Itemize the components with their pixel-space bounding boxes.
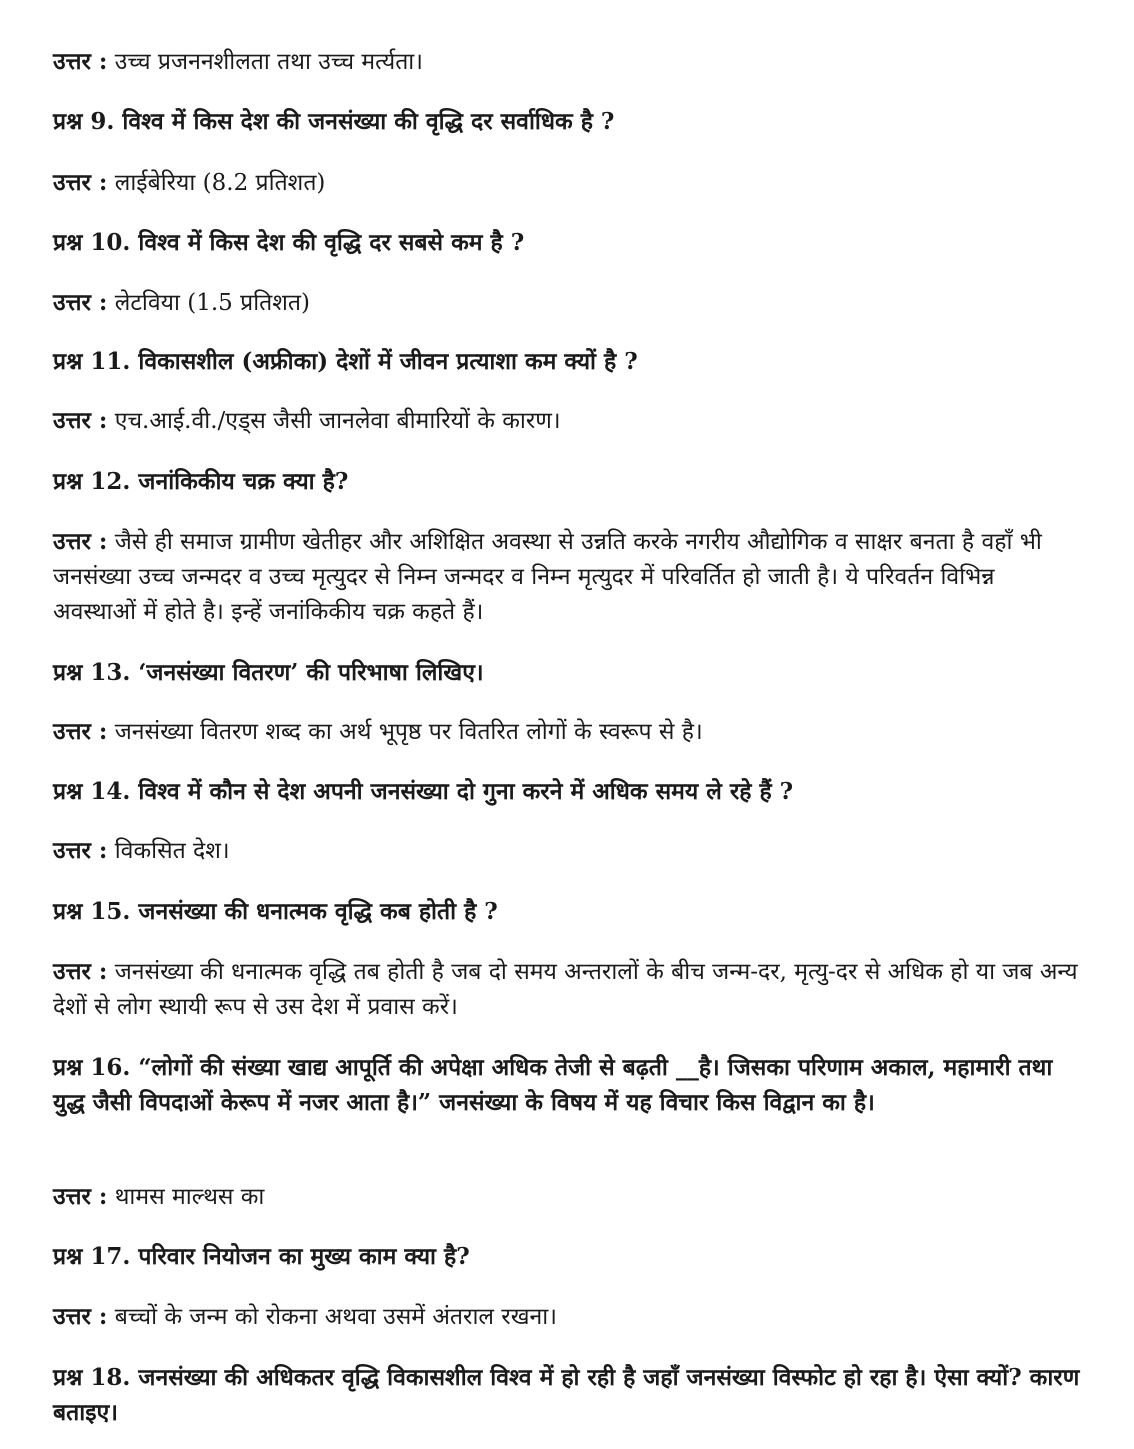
answer-text: लेटविया (1.5 प्रतिशत)	[114, 290, 310, 316]
answer-text: जनसंख्या वितरण शब्द का अर्थ भूपृष्ठ पर वितरित लोगों के स्वरूप से है।	[114, 719, 703, 745]
question-16: प्रश्न 16. “लोगों की संख्या खाद्य आपूर्ति की अपेक्षा अधिक तेजी से बढ़ती __है। जिसका परिणाम अकाल, महामारी तथा युद्ध जैसी विपदाओं केरूप में नजर आता है।” जनसंख्या के विषय में यह विचार किस विद्वान का है।	[53, 1054, 1053, 1116]
answer-15	[53, 954, 1083, 1025]
answer-9	[53, 165, 1083, 201]
answer-label: उत्तर :	[53, 1303, 108, 1330]
answer-11	[53, 403, 1083, 439]
answer-text: उच्च प्रजननशीलता तथा उच्च मर्त्यता।	[114, 49, 423, 75]
answer-16	[53, 1179, 1083, 1215]
answer-13	[53, 714, 1083, 750]
answer-10	[53, 285, 1083, 321]
answer-label: उत्तर :	[53, 528, 108, 555]
answer-label: उत्तर :	[53, 718, 108, 745]
answer-17	[53, 1299, 1083, 1335]
answer-text: विकसित देश।	[114, 838, 230, 864]
answer-text: बच्चों के जन्म को रोकना अथवा उसमें अंतराल रखना।	[114, 1304, 557, 1330]
answer-text: थामस माल्थस का	[114, 1184, 265, 1210]
answer-14	[53, 833, 1083, 869]
question-15: प्रश्न 15. जनसंख्या की धनात्मक वृद्धि कब होती है ?	[53, 898, 498, 925]
question-12: प्रश्न 12. जनांकिकीय चक्र क्या है?	[53, 468, 349, 495]
answer-label: उत्तर :	[53, 958, 108, 985]
question-17: प्रश्न 17. परिवार नियोजन का मुख्य काम क्या है?	[53, 1243, 470, 1270]
question-10: प्रश्न 10. विश्व में किस देश की वृद्धि दर सबसे कम है ?	[53, 229, 525, 256]
answer-1	[53, 44, 1083, 80]
answer-label: उत्तर :	[53, 1183, 108, 1210]
answer-label: उत्तर :	[53, 837, 108, 864]
question-18: प्रश्न 18. जनसंख्या की अधिकतर वृद्धि विकासशील विश्व में हो रही है जहाँ जनसंख्या विस्फोट हो रहा है। ऐसा क्यों? कारण बताइए।	[53, 1364, 1080, 1426]
question-9: प्रश्न 9. विश्व में किस देश की जनसंख्या की वृद्धि दर सर्वाधिक है ?	[53, 108, 615, 135]
question-14: प्रश्न 14. विश्व में कौन से देश अपनी जनसंख्या दो गुना करने में अधिक समय ले रहे हैं ?	[53, 778, 794, 805]
question-13: प्रश्न 13. ‘जनसंख्या वितरण’ की परिभाषा लिखिए।	[53, 659, 484, 686]
answer-label: उत्तर :	[53, 289, 108, 316]
answer-text: एच.आई.वी./एड्स जैसी जानलेवा बीमारियों के कारण।	[114, 408, 561, 434]
answer-text: जैसे ही समाज ग्रामीण खेतीहर और अशिक्षित अवस्था से उन्नति करके नगरीय औद्योगिक व साक्षर बनता है वहाँ भी जनसंख्या उच्च जन्मदर व उच्च मृत्युदर से निम्न जन्मदर व निम्न मृत्युदर में परिवर्तित हो जाती है। ये परिवर्तन विभिन्न अवस्थाओं में होते है। इन्हें जनांकिकीय चक्र कहते हैं।	[53, 529, 1042, 625]
answer-label: उत्तर :	[53, 407, 108, 434]
answer-text: जनसंख्या की धनात्मक वृद्धि तब होती है जब दो समय अन्तरालों के बीच जन्म-दर, मृत्यु-दर से अधिक हो या जब अन्य देशों से लोग स्थायी रूप से उस देश में प्रवास करें।	[53, 959, 1078, 1020]
answer-12	[53, 524, 1083, 630]
answer-label: उत्तर :	[53, 48, 108, 75]
answer-text: लाईबेरिया (8.2 प्रतिशत)	[114, 170, 326, 196]
answer-label: उत्तर :	[53, 169, 108, 196]
question-11: प्रश्न 11. विकासशील (अफ्रीका) देशों में जीवन प्रत्याशा कम क्यों है ?	[53, 348, 638, 375]
